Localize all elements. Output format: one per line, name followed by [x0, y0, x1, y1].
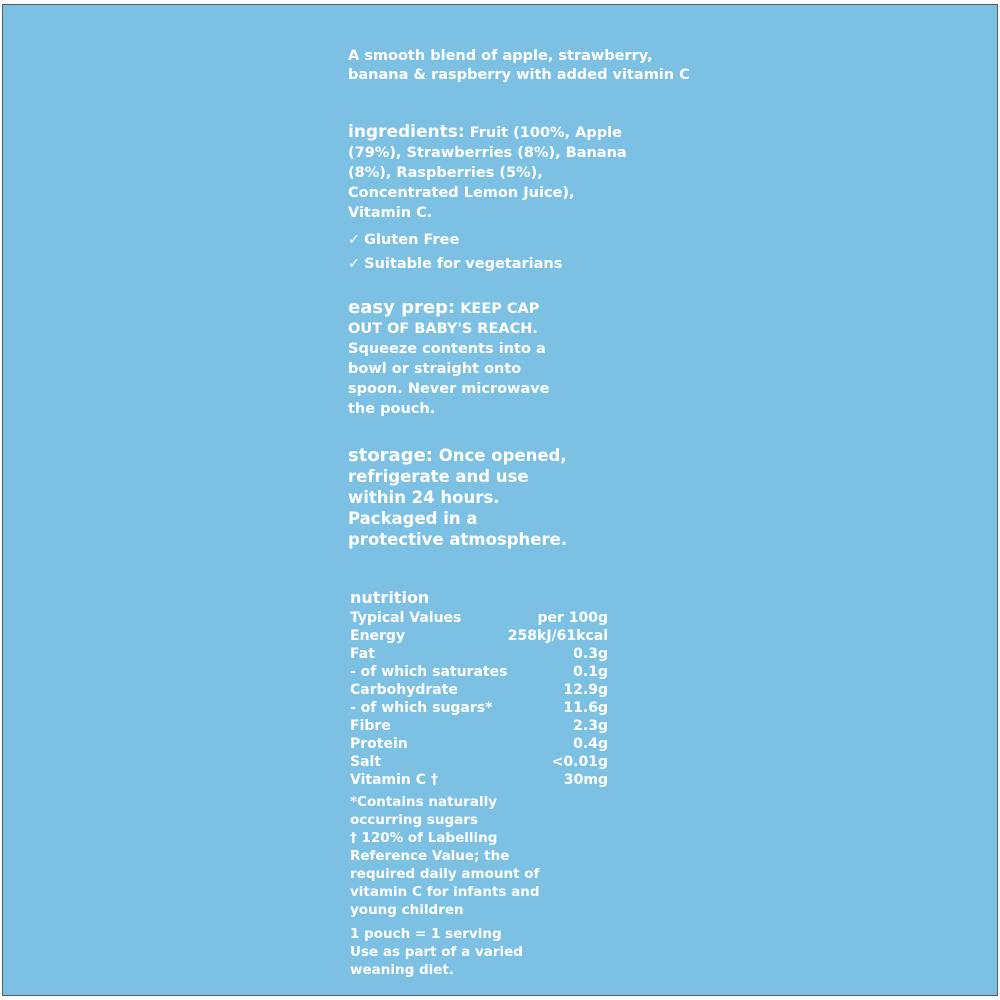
row-value: 0.3g — [573, 646, 608, 662]
storage-text: Once opened, refrigerate and use within 24 hours. Packaged in a protective atmosphere. — [348, 446, 568, 549]
row-value: <0.01g — [551, 754, 608, 770]
row-value: 258kJ/61kcal — [507, 628, 608, 644]
claim-vegetarian — [348, 254, 562, 274]
table-row — [350, 771, 608, 789]
ingredients-text: Fruit (100%, Apple (79%), Strawberries (8%), Banana (8%), Raspberries (5%), Concentrated Lemon Juice), Vitamin C. — [348, 125, 627, 221]
description-line-1: A smooth blend of apple, strawberry, — [348, 48, 653, 64]
row-value: 11.6g — [563, 700, 608, 716]
ingredients-section — [348, 122, 628, 223]
table-row — [350, 681, 608, 699]
footnote-sugars: *Contains naturally occurring sugars — [350, 794, 497, 828]
row-label: Vitamin C † — [350, 772, 438, 788]
product-description — [348, 47, 690, 85]
ingredients-heading: ingredients: — [348, 122, 465, 142]
nutrition-section — [350, 587, 608, 979]
table-row — [350, 717, 608, 735]
claim-label: Suitable for vegetarians — [364, 256, 563, 272]
claim-gluten-free — [348, 230, 459, 250]
claim-label: Gluten Free — [364, 232, 460, 248]
row-value: 2.3g — [573, 718, 608, 734]
checkmark-icon: ✓ — [348, 232, 361, 248]
storage-heading: storage: — [348, 445, 433, 466]
row-value: 0.1g — [573, 664, 608, 680]
table-row — [350, 735, 608, 753]
table-row — [350, 645, 608, 663]
easy-prep-heading: easy prep: — [348, 297, 456, 318]
easy-prep-text: KEEP CAP OUT OF BABY'S REACH. Squeeze contents into a bowl or straight onto spoon. Never microwave the pouch. — [348, 301, 550, 417]
row-label: Salt — [350, 754, 382, 770]
nutrition-heading: nutrition — [350, 588, 430, 607]
serving-info: 1 pouch = 1 serving — [350, 926, 502, 942]
table-row — [350, 699, 608, 717]
footnote-vitamin-c: † 120% of Labelling Reference Value; the required daily amount of vitamin C for infants and young children — [350, 830, 540, 918]
row-value: 12.9g — [563, 682, 608, 698]
checkmark-icon: ✓ — [348, 256, 361, 272]
row-label: Protein — [350, 736, 408, 752]
row-value: 0.4g — [573, 736, 608, 752]
nutrition-table — [350, 609, 608, 789]
description-line-2: banana & raspberry with added vitamin C — [348, 67, 690, 83]
row-label: Energy — [350, 628, 406, 644]
row-label: - of which saturates — [350, 664, 508, 680]
row-label: Carbohydrate — [350, 682, 458, 698]
row-value: 30mg — [563, 772, 608, 788]
table-header-row — [350, 609, 608, 627]
label-panel — [2, 4, 998, 996]
table-row — [350, 663, 608, 681]
row-label: Fat — [350, 646, 375, 662]
storage-section — [348, 445, 568, 550]
row-label: - of which sugars* — [350, 700, 493, 716]
easy-prep-section — [348, 298, 568, 419]
table-header-value: per 100g — [537, 610, 608, 626]
table-row — [350, 627, 608, 645]
table-header-label: Typical Values — [350, 610, 462, 626]
weaning-note: Use as part of a varied weaning diet. — [350, 944, 523, 978]
row-label: Fibre — [350, 718, 391, 734]
table-row — [350, 753, 608, 771]
